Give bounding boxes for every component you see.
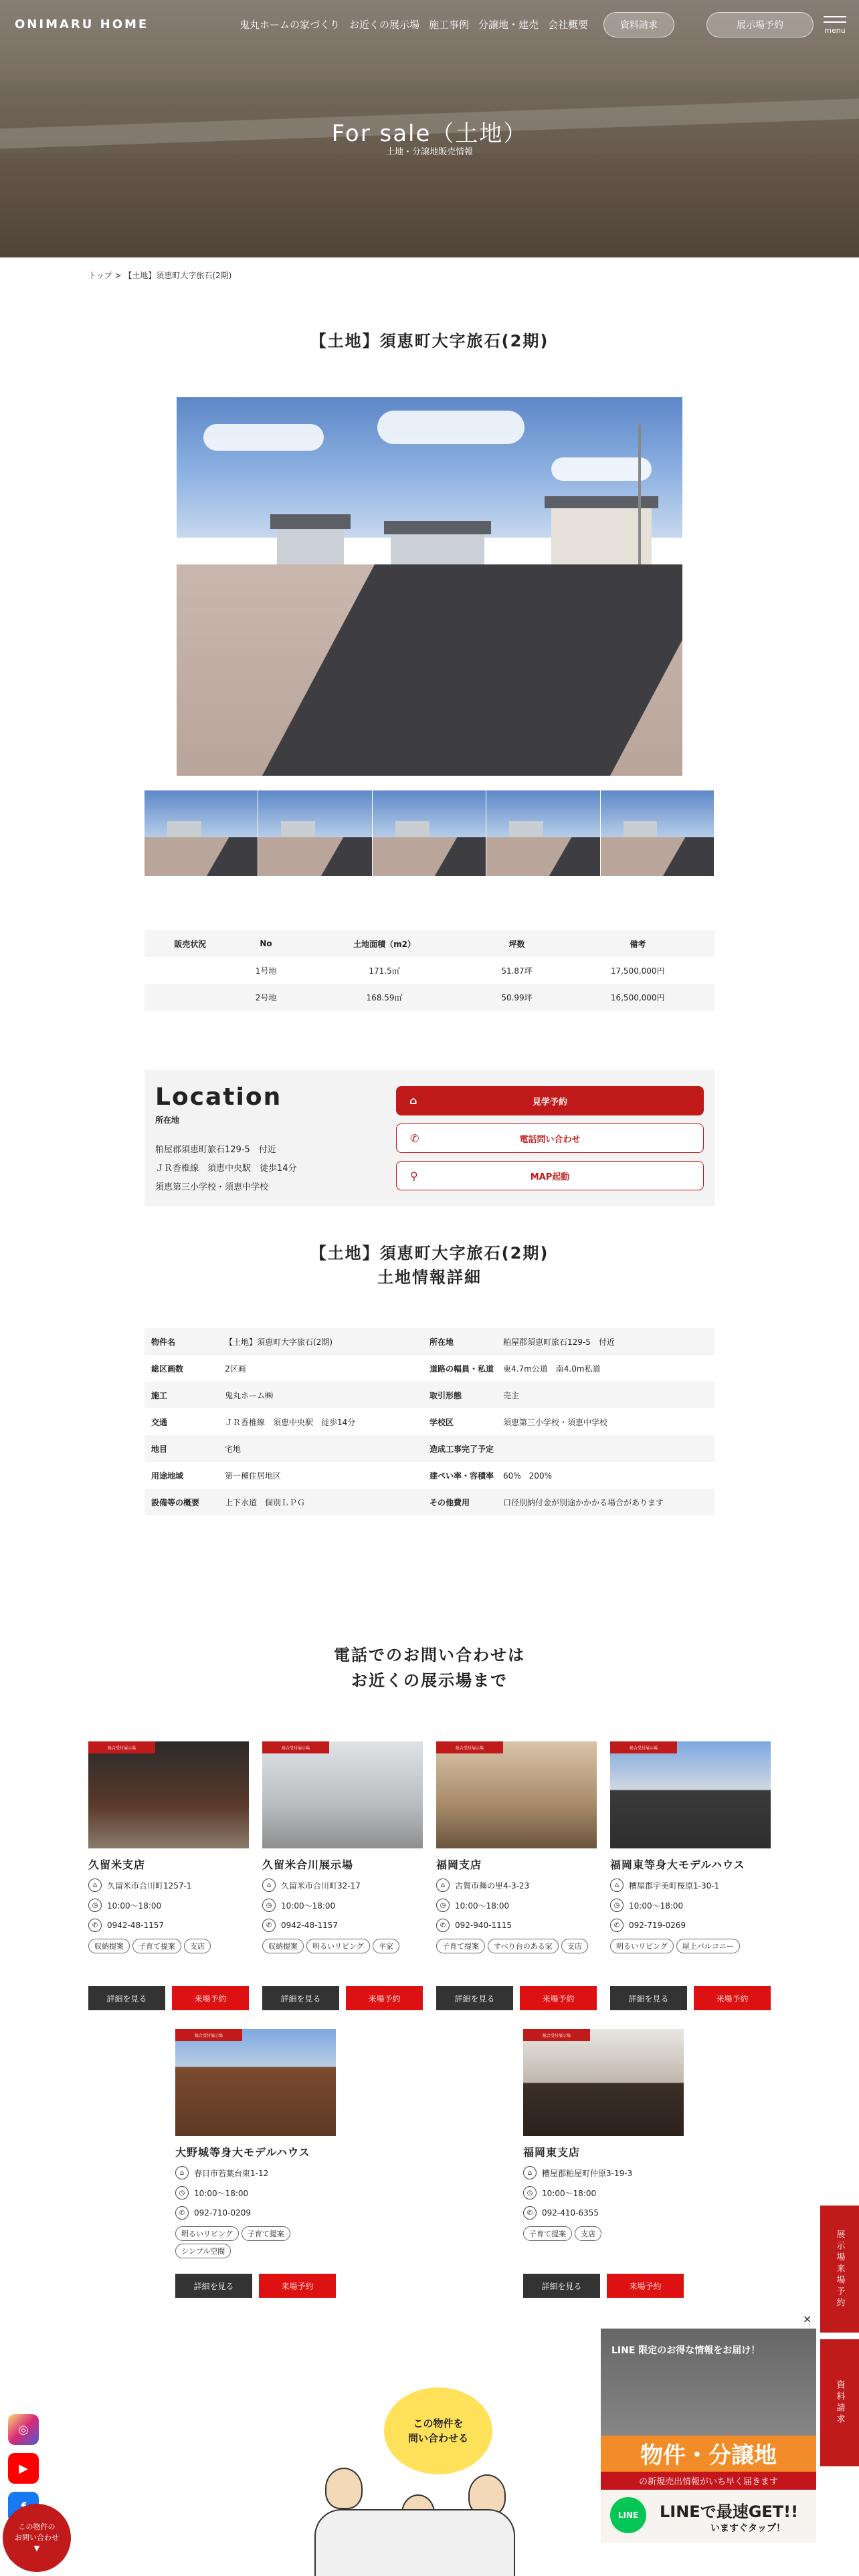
showroom-tel[interactable]: 0942-48-1157 — [281, 1921, 339, 1930]
showroom-tel[interactable]: 0942-48-1157 — [107, 1921, 165, 1930]
line-icon: LINE — [610, 2497, 646, 2533]
showroom-hours: 10:00〜18:00 — [629, 1901, 684, 1911]
table-row — [145, 1328, 714, 1355]
detail-value: 60% 200% — [503, 1471, 552, 1481]
detail-value: 粕屋郡須恵町旅石129-5 付近 — [496, 1328, 714, 1355]
showroom-buttons — [88, 1986, 249, 2010]
showroom-name[interactable]: 福岡東等身大モデルハウス — [610, 1858, 745, 1871]
contact-title-line1: 電話でのお問い合わせは — [334, 1646, 525, 1665]
showroom-hours: 10:00〜18:00 — [542, 2188, 597, 2198]
table-header: 販売状況 — [145, 930, 236, 957]
detail-key: 総区画数 — [151, 1364, 184, 1374]
showroom-tel-row — [436, 1919, 597, 1932]
table-header: 土地面積（m2） — [296, 930, 473, 957]
detail-value: 上下水道 個別ＬＰＧ — [218, 1489, 423, 1515]
tag-chip: 明るいリビング — [175, 2226, 239, 2241]
float-line1: この物件の — [18, 2523, 56, 2531]
showroom-buttons — [175, 2274, 336, 2298]
detail-key: 用途地域 — [151, 1471, 184, 1481]
photo-cloud — [377, 411, 524, 444]
showroom-address-row — [262, 1879, 423, 1892]
detail-button[interactable]: 詳細を見る — [523, 2274, 600, 2298]
thumbnail-sky — [145, 790, 258, 837]
visit-reserve-button[interactable]: 来場予約 — [346, 1986, 423, 2010]
showroom-address: 久留米市合川町1257-1 — [107, 1881, 192, 1891]
property-main-photo[interactable] — [177, 397, 682, 776]
detail-button[interactable]: 詳細を見る — [262, 1986, 339, 2010]
phone-icon: ✆ — [88, 1919, 102, 1932]
breadcrumb-home[interactable]: トップ — [88, 271, 112, 280]
visit-reserve-button[interactable]: 来場予約 — [172, 1986, 249, 2010]
showroom-buttons — [436, 1986, 597, 2010]
banner-cta-sub: いますぐタップ！ — [710, 2523, 785, 2534]
table-row — [145, 984, 714, 1010]
detail-key: 取引形態 — [423, 1382, 496, 1408]
table-header: No — [236, 930, 296, 957]
detail-value: 口径別納付金が別途かかかる場合があります — [496, 1489, 714, 1515]
nav-item-showrooms[interactable]: お近くの展示場 — [349, 19, 420, 31]
line-promo-banner[interactable] — [601, 2329, 816, 2543]
showroom-tags — [610, 1939, 771, 1953]
side-tab-visit-reserve[interactable]: 展示場来場予約 — [820, 2206, 859, 2333]
house-icon: ⌂ — [88, 1879, 102, 1892]
table-header: 坪数 — [473, 930, 561, 957]
sale-status-table — [145, 930, 714, 1010]
table-cell: 50.99坪 — [473, 984, 561, 1010]
phone-inquiry-button[interactable] — [396, 1123, 704, 1153]
detail-key: 造成工事完了予定 — [423, 1435, 496, 1462]
thumbnail[interactable] — [601, 790, 714, 876]
showroom-tags — [88, 1939, 249, 1953]
detail-value: 須恵第三小学校・須恵中学校 — [503, 1417, 608, 1427]
showroom-name[interactable]: 大野城等身大モデルハウス — [175, 2146, 310, 2159]
tag-chip: 明るいリビング — [610, 1939, 674, 1953]
showroom-hours-row — [436, 1899, 597, 1912]
detail-value: 第一種住居地区 — [225, 1471, 282, 1481]
showroom-address-row — [610, 1879, 771, 1892]
menu-bar-icon — [824, 21, 846, 23]
tag-chip: 支店 — [184, 1939, 211, 1953]
showroom-photo[interactable] — [88, 1741, 249, 1848]
menu-bar-icon — [824, 16, 846, 17]
showroom-photo[interactable] — [610, 1741, 771, 1848]
detail-button[interactable]: 詳細を見る — [175, 2274, 252, 2298]
tag-chip: すべり台のある家 — [488, 1939, 559, 1953]
showroom-address-row — [436, 1879, 597, 1892]
showroom-card — [523, 2029, 684, 2291]
house-icon: ⌂ — [523, 2166, 537, 2179]
showroom-tags — [175, 2226, 336, 2258]
tag-chip: 子育て提案 — [242, 2226, 290, 2241]
detail-value — [496, 1435, 714, 1462]
thumbnail-sky — [486, 790, 599, 837]
photo-roof — [384, 521, 491, 534]
showroom-tel[interactable]: 092-710-0209 — [194, 2208, 252, 2218]
showroom-tel-row — [523, 2206, 684, 2220]
table-row — [145, 1408, 714, 1435]
showroom-tel[interactable]: 092-410-6355 — [542, 2208, 599, 2218]
photo-cloud — [203, 424, 324, 451]
table-cell — [145, 957, 236, 984]
tag-chip: 子育て提案 — [523, 2226, 572, 2241]
button-label: 見学予約 — [532, 1097, 567, 1107]
table-cell: 16,500,000円 — [561, 984, 714, 1010]
detail-key: その他費用 — [423, 1489, 496, 1515]
showroom-buttons — [610, 1986, 771, 2010]
thumbnail-sky — [258, 790, 371, 837]
thumbnail-sky — [601, 790, 714, 837]
thumbnail[interactable] — [258, 790, 372, 876]
showroom-card — [88, 1741, 249, 2004]
tag-chip: 収納提案 — [262, 1939, 304, 1953]
detail-title-line2: 土地情報詳細 — [377, 1268, 482, 1287]
hero-title: For sale（土地） — [331, 120, 528, 147]
detail-button[interactable]: 詳細を見る — [436, 1986, 513, 2010]
location-title: Location — [155, 1083, 282, 1111]
visit-reserve-button[interactable]: 来場予約 — [259, 2274, 336, 2298]
table-cell: 51.87坪 — [501, 966, 533, 976]
location-label: 所在地 — [155, 1115, 180, 1125]
location-station: ＪＲ香椎線 須恵中央駅 徒歩14分 — [155, 1164, 297, 1174]
showroom-hours-row — [175, 2186, 336, 2199]
house-icon: ⌂ — [409, 1094, 417, 1107]
detail-key: 学校区 — [430, 1417, 454, 1427]
detail-value: 東4.7m公道 南4.0m私道 — [503, 1364, 601, 1374]
showroom-hours: 10:00〜18:00 — [107, 1901, 162, 1911]
phone-icon: ✆ — [436, 1919, 450, 1932]
showroom-card — [436, 1741, 597, 2004]
showroom-address-row — [175, 2166, 336, 2179]
nav-item-works[interactable]: 施工事例 — [429, 19, 470, 31]
table-cell: 2号地 — [236, 984, 296, 1010]
global-nav — [240, 17, 588, 31]
showroom-tel-row — [610, 1919, 771, 1932]
detail-section-title — [0, 1241, 859, 1289]
showroom-buttons — [523, 2274, 684, 2298]
showroom-name[interactable]: 久留米合川展示場 — [262, 1858, 354, 1871]
table-cell: 171.5㎡ — [369, 966, 400, 976]
detail-value: 2区画 — [225, 1364, 246, 1374]
visit-reserve-button[interactable] — [396, 1086, 704, 1115]
photo-roof — [545, 496, 658, 508]
visit-reserve-button[interactable]: 来場予約 — [520, 1986, 597, 2010]
clock-icon: ◷ — [262, 1899, 276, 1912]
showroom-name[interactable]: 福岡支店 — [436, 1858, 482, 1871]
showroom-tag: 総合受付展示場 — [436, 1741, 503, 1753]
phone-icon: ✆ — [523, 2206, 537, 2220]
table-header: 備考 — [561, 930, 714, 957]
showroom-card — [175, 2029, 336, 2291]
breadcrumb-separator: > — [114, 271, 122, 280]
family-illustration — [325, 2468, 363, 2509]
button-label: MAP起動 — [530, 1172, 570, 1182]
showroom-photo[interactable] — [436, 1741, 597, 1848]
phone-icon: ✆ — [262, 1919, 276, 1932]
menu-label: menu — [824, 26, 846, 35]
showroom-buttons — [262, 1986, 423, 2010]
detail-value: 宅地 — [218, 1435, 423, 1462]
showroom-tag: 総合受付展示場 — [262, 1741, 329, 1753]
table-cell: 1号地 — [255, 966, 277, 976]
showroom-card — [262, 1741, 423, 2004]
map-pin-icon: ⚲ — [410, 1170, 418, 1182]
showroom-hours-row — [610, 1899, 771, 1912]
request-docs-button[interactable]: 資料請求 — [603, 12, 674, 37]
table-row — [145, 1462, 714, 1489]
house-icon: ⌂ — [610, 1879, 624, 1892]
photo-roof — [270, 514, 351, 529]
float-line2: お問い合わせ — [15, 2533, 59, 2542]
table-cell: 17,500,000円 — [610, 966, 665, 976]
youtube-icon[interactable]: ▶ — [8, 2453, 39, 2484]
clock-icon: ◷ — [436, 1899, 450, 1912]
showroom-address: 春日市若葉台東1-12 — [194, 2168, 269, 2178]
thumbnail-house — [509, 821, 543, 839]
showroom-tel-row — [175, 2206, 336, 2220]
showroom-hours: 10:00〜18:00 — [455, 1901, 510, 1911]
page-title: 【土地】須恵町大字旅石(2期) — [310, 332, 549, 350]
showroom-hours: 10:00〜18:00 — [281, 1901, 336, 1911]
location-school: 須恵第三小学校・須恵中学校 — [155, 1182, 269, 1192]
visit-reserve-button[interactable]: 来場予約 — [607, 2274, 684, 2298]
clock-icon: ◷ — [175, 2186, 189, 2199]
tag-chip: シンプル空間 — [175, 2244, 231, 2258]
showroom-address: 久留米市合川町32-17 — [281, 1881, 361, 1891]
thumbnail[interactable] — [486, 790, 600, 876]
bubble-line1: この物件を — [413, 2418, 464, 2430]
visit-reserve-button[interactable]: 展示場予約 — [706, 12, 814, 37]
tag-chip: 平家 — [373, 1939, 399, 1953]
detail-key: 設備等の概要 — [145, 1489, 218, 1515]
phone-icon: ✆ — [410, 1132, 419, 1145]
showroom-tel-row — [262, 1919, 423, 1932]
showroom-tag: 総合受付展示場 — [523, 2029, 590, 2041]
detail-key: 交通 — [151, 1417, 168, 1427]
tag-chip: 子育て提案 — [436, 1939, 485, 1953]
thumbnail-house — [281, 821, 315, 839]
table-cell: 168.59㎡ — [296, 984, 473, 1010]
detail-title-line1: 【土地】須恵町大字旅石(2期) — [310, 1244, 549, 1263]
visit-reserve-button[interactable]: 来場予約 — [694, 1986, 771, 2010]
banner-headline: LINE 限定のお得な情報をお届け！ — [611, 2345, 761, 2356]
showroom-tel[interactable]: 092-719-0269 — [629, 1921, 686, 1930]
location-box — [145, 1070, 714, 1206]
showroom-hours-row — [523, 2186, 684, 2199]
close-icon[interactable]: × — [803, 2313, 812, 2325]
showroom-tag: 総合受付展示場 — [175, 2029, 242, 2041]
detail-key: 所在地 — [423, 1328, 496, 1355]
table-header-row — [145, 930, 714, 957]
nav-item-company[interactable]: 会社概要 — [548, 19, 589, 31]
breadcrumb — [88, 270, 231, 281]
house-icon: ⌂ — [262, 1879, 276, 1892]
tag-chip: 支店 — [561, 1939, 588, 1953]
photo-house — [551, 504, 652, 571]
nav-item-for-sale[interactable]: 分譲地・建売 — [478, 19, 539, 31]
showroom-tag: 総合受付展示場 — [88, 1741, 155, 1753]
detail-key: 物件名 — [145, 1328, 218, 1355]
showroom-address-row — [88, 1879, 249, 1892]
thumbnail-house — [167, 821, 201, 839]
house-icon: ⌂ — [436, 1879, 450, 1892]
side-tab-request-docs[interactable]: 資料請求 — [820, 2339, 859, 2466]
location-address: 粕屋郡須恵町旅石129-5 付近 — [155, 1145, 276, 1155]
detail-key: 道路の幅員・私道 — [430, 1364, 494, 1374]
clock-icon: ◷ — [610, 1899, 624, 1912]
family-bodies-illustration — [314, 2509, 515, 2576]
clock-icon: ◷ — [88, 1899, 102, 1912]
phone-icon: ✆ — [610, 1919, 624, 1932]
showroom-name[interactable]: 久留米支店 — [88, 1858, 146, 1871]
tag-chip: 屋上バルコニー — [676, 1939, 740, 1953]
land-detail-table — [145, 1328, 714, 1515]
hero-banner — [0, 0, 859, 257]
showroom-hours: 10:00〜18:00 — [194, 2188, 249, 2198]
showroom-tag: 総合受付展示場 — [610, 1741, 677, 1753]
detail-button[interactable]: 詳細を見る — [610, 1986, 687, 2010]
tag-chip: 明るいリビング — [306, 1939, 370, 1953]
tag-chip: 収納提案 — [88, 1939, 130, 1953]
showroom-card — [610, 1741, 771, 2004]
thumbnail-house — [624, 821, 658, 839]
showroom-photo[interactable] — [175, 2029, 336, 2136]
detail-value: 【土地】須恵町大字旅石(2期) — [218, 1328, 423, 1355]
phone-icon: ✆ — [175, 2206, 189, 2220]
site-logo[interactable]: ONIMARU HOME — [15, 17, 149, 31]
breadcrumb-current: 【土地】須恵町大字旅石(2期) — [124, 271, 232, 280]
showroom-tel-row — [88, 1919, 249, 1932]
showroom-name[interactable]: 福岡東支店 — [523, 2146, 581, 2159]
tag-chip: 支店 — [575, 2226, 601, 2241]
thumbnail[interactable] — [145, 790, 258, 876]
thumbnail-house — [395, 821, 430, 839]
showroom-address: 糟屋郡宇美町桜原1-30-1 — [629, 1881, 720, 1891]
button-label: 電話問い合わせ — [519, 1134, 581, 1145]
nav-item-house-building[interactable]: 鬼丸ホームの家づくり — [240, 19, 341, 31]
property-inquiry-float-button[interactable] — [3, 2504, 71, 2572]
detail-key: 地目 — [145, 1435, 218, 1462]
banner-main-text: 物件・分譲地 — [601, 2436, 816, 2476]
inquiry-bubble-button[interactable] — [384, 2387, 492, 2474]
showroom-address-row — [523, 2166, 684, 2179]
table-cell — [145, 984, 236, 1010]
showroom-photo[interactable] — [523, 2029, 684, 2136]
photo-cloud — [551, 457, 652, 481]
table-row — [145, 1382, 714, 1408]
detail-key: 建ぺい率・容積率 — [430, 1471, 494, 1481]
clock-icon: ◷ — [523, 2186, 537, 2199]
detail-key: 施工 — [145, 1382, 218, 1408]
thumbnail[interactable] — [373, 790, 486, 876]
detail-value: 鬼丸ホーム㈱ — [218, 1382, 423, 1408]
showroom-address: 古賀市舞の里4-3-23 — [455, 1881, 530, 1891]
house-icon: ⌂ — [175, 2166, 189, 2179]
table-row — [145, 957, 714, 984]
showroom-hours-row — [88, 1899, 249, 1912]
table-row — [145, 1355, 714, 1382]
thumbnail-sky — [373, 790, 486, 837]
contact-title-line2: お近くの展示場まで — [351, 1671, 508, 1690]
showroom-tags — [436, 1939, 597, 1953]
detail-value: 売主 — [496, 1382, 714, 1408]
showroom-tel[interactable]: 092-940-1115 — [455, 1921, 512, 1930]
contact-section-title — [0, 1642, 859, 1693]
showroom-tags — [262, 1939, 423, 1953]
map-button[interactable] — [396, 1161, 704, 1190]
showroom-hours-row — [262, 1899, 423, 1912]
banner-cta: LINEで最速GET!! — [660, 2502, 799, 2521]
table-row — [145, 1489, 714, 1515]
banner-subtext: の新規売出情報がいち早く届きます — [601, 2472, 816, 2490]
tag-chip: 子育て提案 — [132, 1939, 181, 1953]
showroom-photo[interactable] — [262, 1741, 423, 1848]
hamburger-menu-button[interactable] — [820, 12, 850, 41]
chevron-down-icon: ▼ — [33, 2544, 40, 2553]
table-row — [145, 1435, 714, 1462]
detail-button[interactable]: 詳細を見る — [88, 1986, 165, 2010]
photo-pole — [638, 424, 641, 571]
showroom-address: 糟屋郡粕屋町仲原3-19-3 — [542, 2168, 633, 2178]
photo-thumbnails — [145, 790, 714, 876]
showroom-tags — [523, 2226, 684, 2241]
detail-value: ＪＲ香椎線 須恵中央駅 徒歩14分 — [225, 1417, 356, 1427]
bubble-line2: 問い合わせる — [407, 2432, 468, 2444]
instagram-icon[interactable]: ◎ — [8, 2414, 39, 2445]
hero-subtitle: 土地・分譲地販売情報 — [385, 147, 473, 157]
